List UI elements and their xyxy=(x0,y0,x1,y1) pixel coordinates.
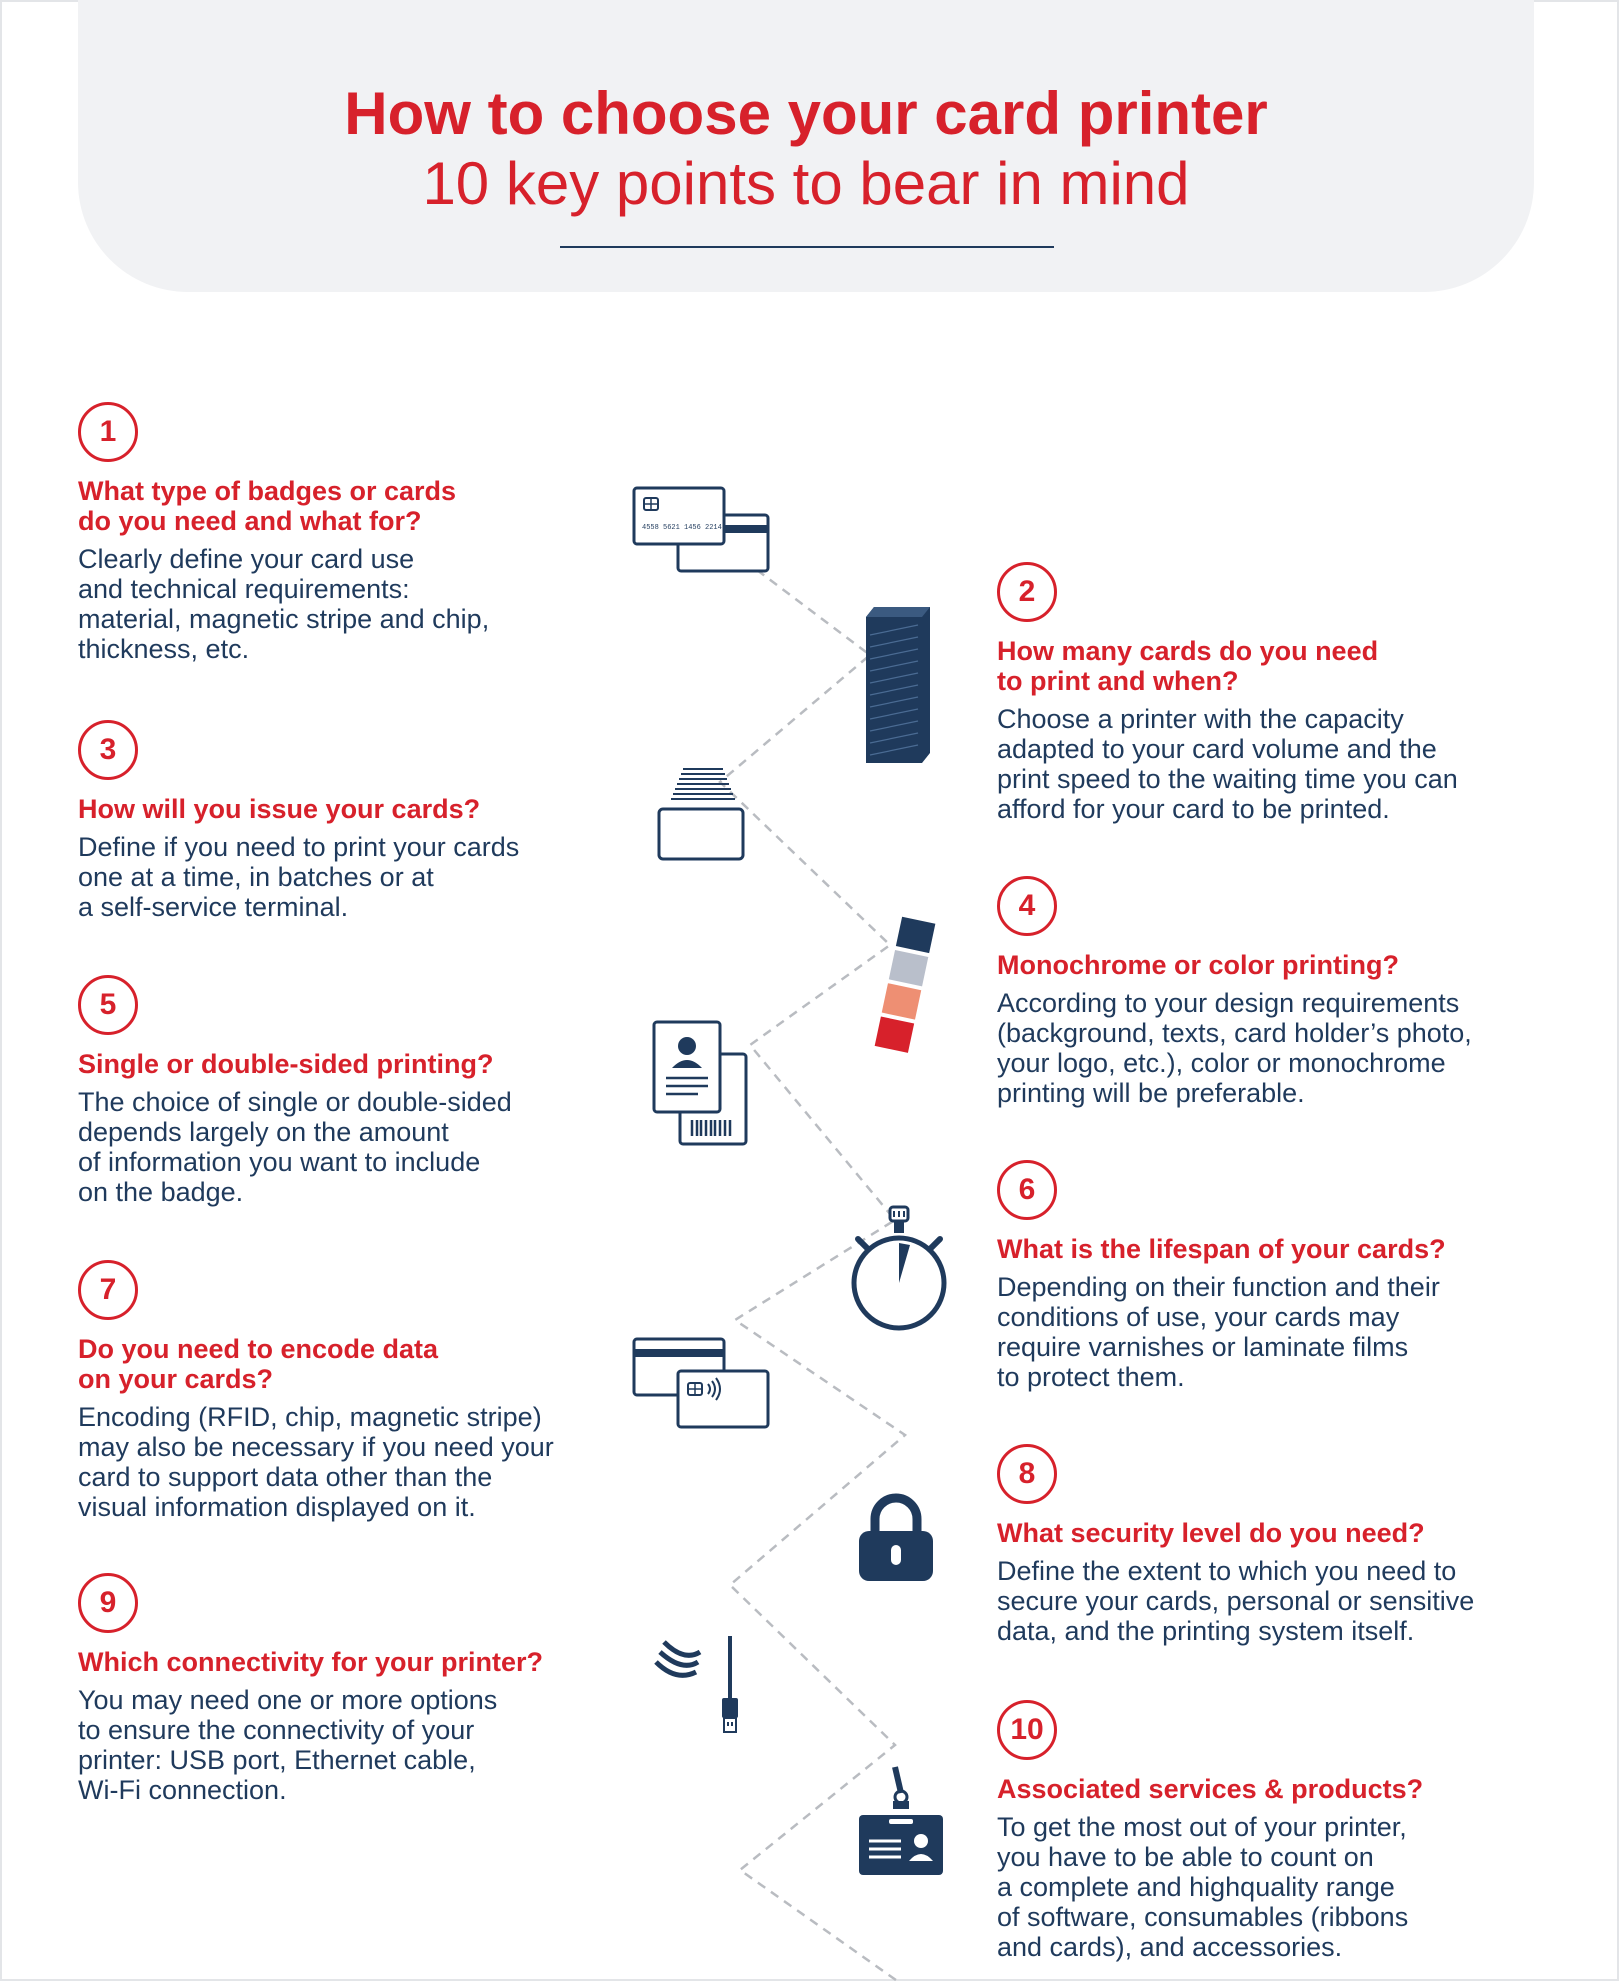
point-question: Which connectivity for your printer? xyxy=(78,1647,544,1677)
page-subtitle: 10 key points to bear in mind xyxy=(422,150,1190,217)
bank-cards-icon xyxy=(632,485,772,575)
point-question: How many cards do you need to print and when? xyxy=(997,636,1379,696)
point-8 xyxy=(997,1444,1557,1646)
point-7 xyxy=(78,1260,638,1522)
card-batch-icon xyxy=(655,765,747,863)
point-number: 1 xyxy=(78,402,138,462)
point-description: Depending on their function and their conditions of use, your cards may require varnishes or laminate films to protect them. xyxy=(997,1272,1440,1392)
point-question: How will you issue your cards? xyxy=(78,794,481,824)
point-number: 8 xyxy=(997,1444,1057,1504)
point-2 xyxy=(997,562,1557,824)
point-question: Associated services & products? xyxy=(997,1774,1424,1804)
point-description: Define the extent to which you need to secure your cards, personal or sensitive data, and the printing system itself. xyxy=(997,1556,1475,1646)
point-number: 5 xyxy=(78,975,138,1035)
point-question: Monochrome or color printing? xyxy=(997,950,1399,980)
point-number: 3 xyxy=(78,720,138,780)
connectivity-icon xyxy=(652,1632,750,1736)
point-4 xyxy=(997,876,1557,1108)
point-question: Do you need to encode data on your cards? xyxy=(78,1334,439,1394)
point-6 xyxy=(997,1160,1557,1392)
point-question: What is the lifespan of your cards? xyxy=(997,1234,1446,1264)
svg-text:4558 5621 1456 2214: 4558 5621 1456 2214 xyxy=(642,524,722,532)
encoded-cards-icon xyxy=(632,1335,772,1431)
point-number: 10 xyxy=(997,1700,1057,1760)
point-3 xyxy=(78,720,638,922)
point-question: What type of badges or cards do you need and what for? xyxy=(78,476,457,536)
point-5 xyxy=(78,975,638,1207)
point-number: 2 xyxy=(997,562,1057,622)
point-number: 6 xyxy=(997,1160,1057,1220)
page-title: How to choose your card printer xyxy=(344,80,1268,147)
stopwatch-icon xyxy=(848,1203,950,1335)
point-description: Clearly define your card use and technical requirements: material, magnetic stripe and chip, thickness, etc. xyxy=(78,544,490,664)
color-swatch-icon xyxy=(868,915,944,1055)
point-description: Define if you need to print your cards one at a time, in batches or at a self-service terminal. xyxy=(78,832,520,922)
badge-lanyard-icon xyxy=(855,1763,947,1883)
point-question: Single or double-sided printing? xyxy=(78,1049,494,1079)
point-1 xyxy=(78,402,638,664)
point-description: According to your design requirements (background, texts, card holder’s photo, your logo, etc.), color or monochrome printing will be preferable. xyxy=(997,988,1472,1108)
point-description: The choice of single or double-sided depends largely on the amount of information you want to include on the badge. xyxy=(78,1087,512,1207)
double-sided-badge-icon xyxy=(650,1018,750,1148)
point-description: Encoding (RFID, chip, magnetic stripe) may also be necessary if you need your card to support data other than the visual information displayed on it. xyxy=(78,1402,554,1522)
card-stack-icon xyxy=(862,605,934,765)
point-number: 7 xyxy=(78,1260,138,1320)
point-9 xyxy=(78,1573,638,1805)
point-number: 9 xyxy=(78,1573,138,1633)
point-question: What security level do you need? xyxy=(997,1518,1425,1548)
point-description: To get the most out of your printer, you have to be able to count on a complete and highquality range of software, consumables (ribbons and cards), and accessories. xyxy=(997,1812,1409,1962)
padlock-icon xyxy=(855,1493,937,1585)
point-description: Choose a printer with the capacity adapted to your card volume and the print speed to the waiting time you can afford for your card to be printed. xyxy=(997,704,1458,824)
point-number: 4 xyxy=(997,876,1057,936)
point-description: You may need one or more options to ensure the connectivity of your printer: USB port, Ethernet cable, Wi-Fi connection. xyxy=(78,1685,498,1805)
point-10 xyxy=(997,1700,1557,1962)
